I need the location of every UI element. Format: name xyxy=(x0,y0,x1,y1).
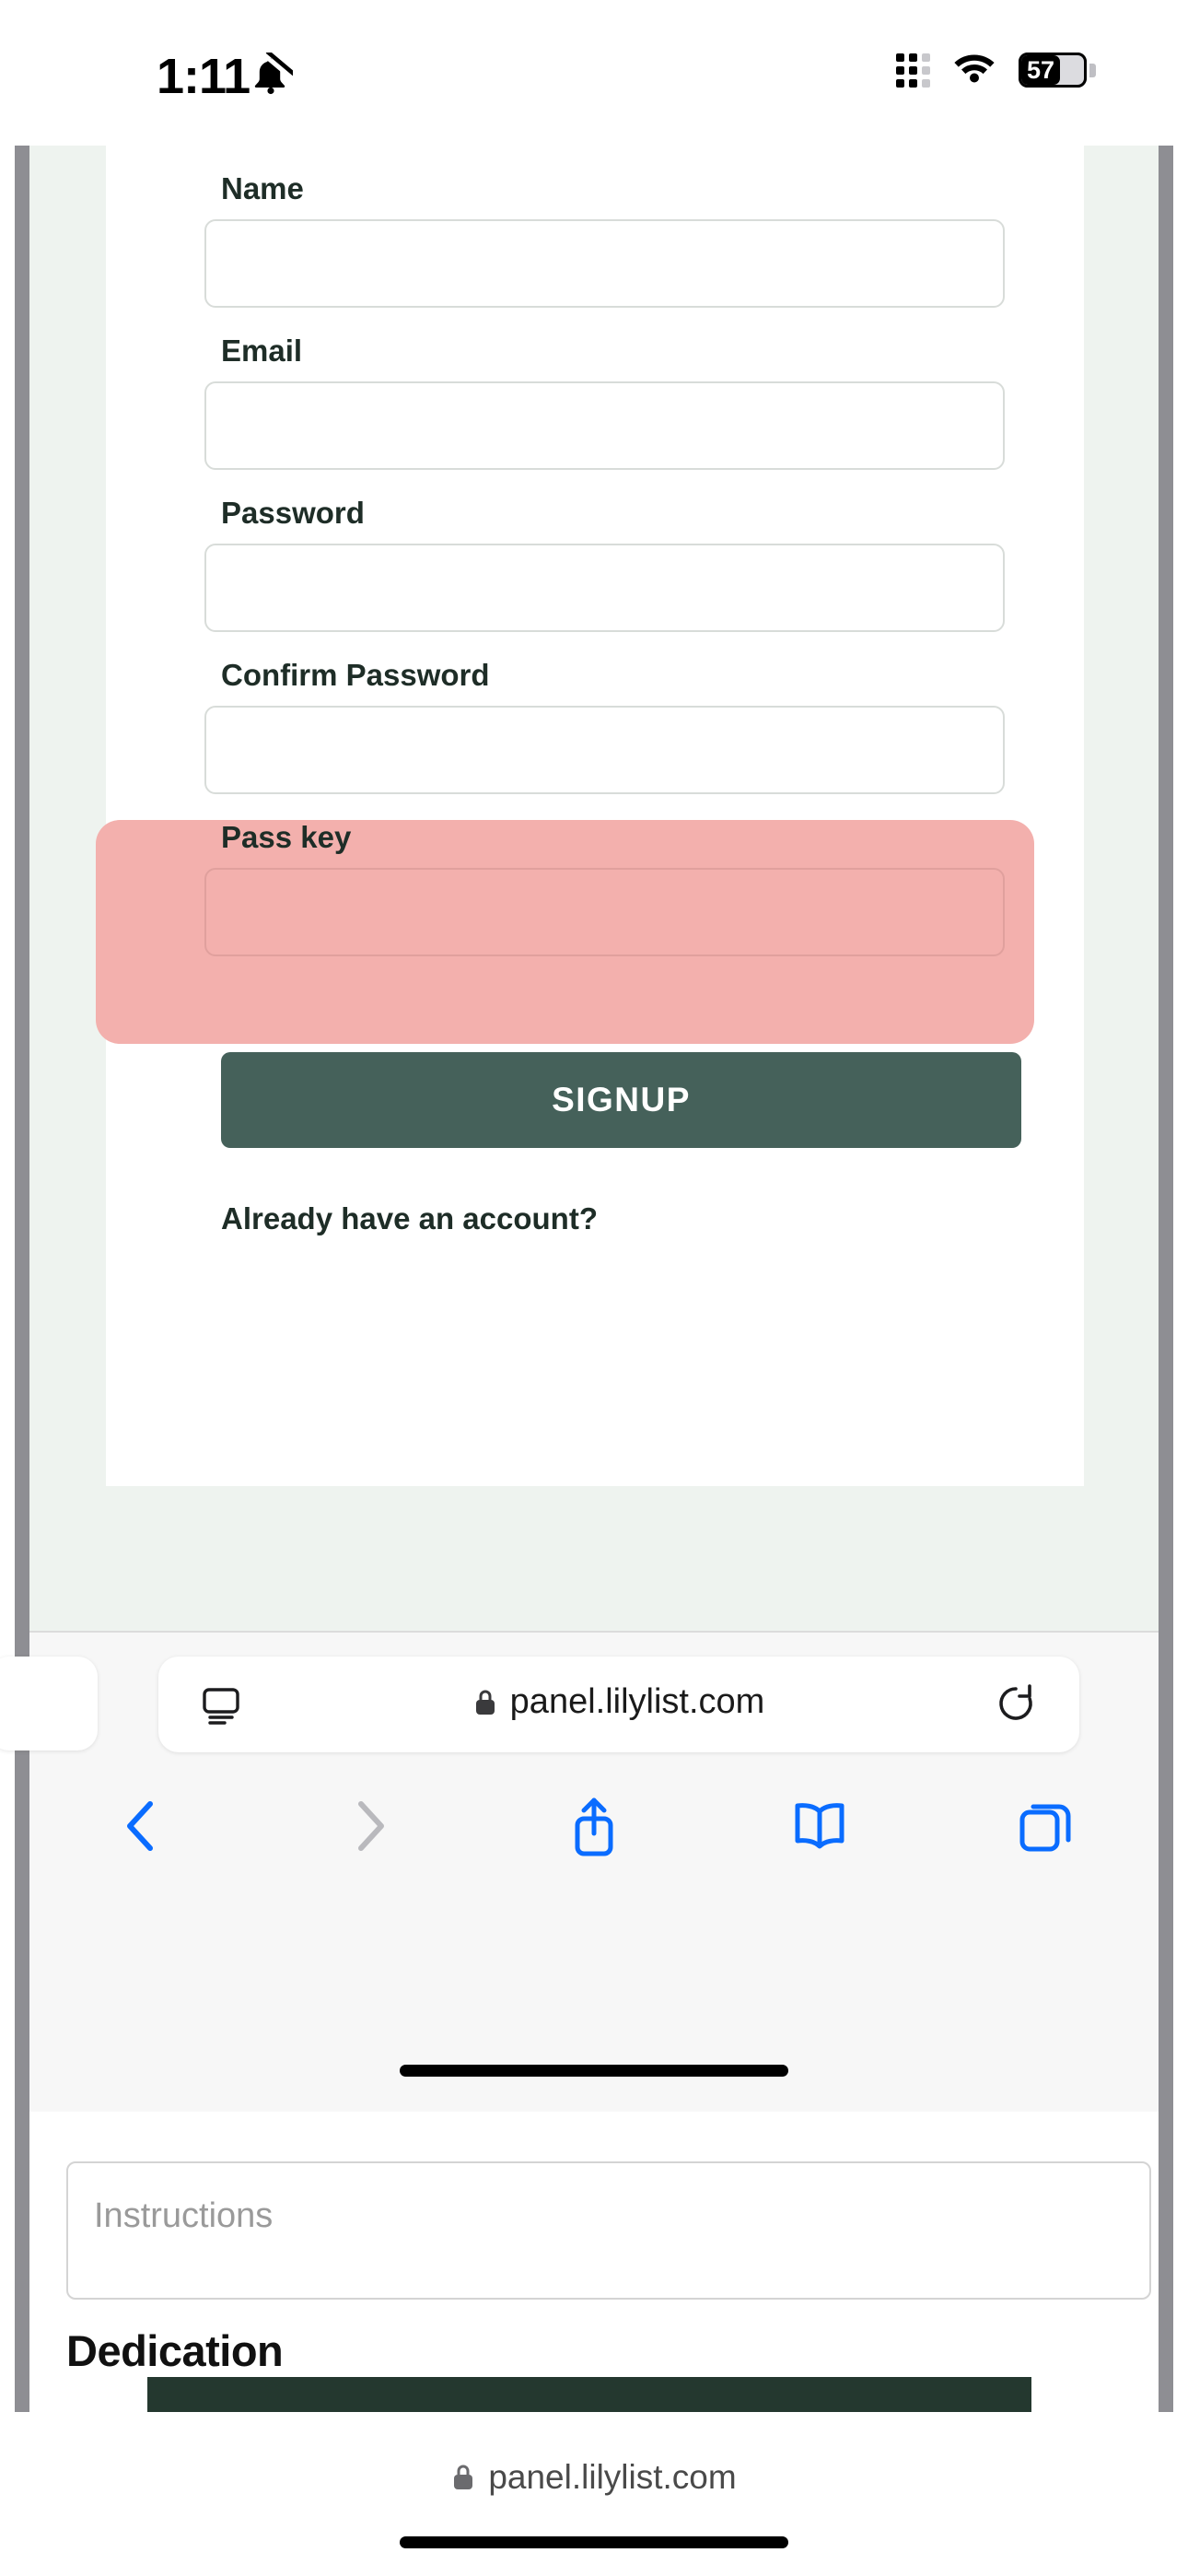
footer-url[interactable] xyxy=(0,2458,1188,2497)
address-bar[interactable] xyxy=(158,1657,1079,1752)
confirm-password-input[interactable] xyxy=(204,706,1005,794)
cellular-signal-icon xyxy=(896,53,930,88)
browser-chrome xyxy=(29,1631,1159,2112)
share-icon xyxy=(566,1793,622,1859)
instructions-placeholder: Instructions xyxy=(94,2196,274,2235)
pass-key-input[interactable] xyxy=(204,868,1005,956)
chevron-left-icon xyxy=(119,1797,167,1856)
share-button[interactable] xyxy=(481,1762,706,1891)
signup-form xyxy=(204,146,1015,1236)
home-indicator xyxy=(400,2065,788,2077)
home-indicator-outer xyxy=(400,2536,788,2548)
form-field-name xyxy=(204,171,1015,308)
page-footer-strip xyxy=(147,2377,1031,2412)
name-label: Name xyxy=(221,171,304,205)
bell-slash-icon xyxy=(249,53,293,97)
url-display[interactable] xyxy=(158,1682,1079,1722)
status-bar xyxy=(0,0,1188,146)
adjacent-tab[interactable] xyxy=(0,1657,98,1751)
password-input[interactable] xyxy=(204,544,1005,632)
confirm-password-label: Confirm Password xyxy=(221,658,490,692)
url-text: panel.lilylist.com xyxy=(509,1682,765,1721)
form-field-pass-key xyxy=(204,820,1015,956)
form-field-email xyxy=(204,334,1015,470)
battery-icon xyxy=(1019,53,1087,88)
tabs-icon xyxy=(1017,1797,1074,1855)
lock-icon xyxy=(451,2463,475,2492)
password-label: Password xyxy=(221,496,365,530)
tabs-button[interactable] xyxy=(933,1762,1159,1891)
tab-strip xyxy=(29,1642,1159,1752)
already-have-account-link[interactable]: Already have an account? xyxy=(221,1201,598,1235)
name-input[interactable] xyxy=(204,219,1005,308)
form-field-password xyxy=(204,496,1015,632)
frame-right-rail xyxy=(1159,146,1173,2412)
email-input[interactable] xyxy=(204,381,1005,470)
frame-left-rail xyxy=(15,146,29,2412)
chevron-right-icon xyxy=(344,1797,392,1856)
bookmarks-button[interactable] xyxy=(707,1762,933,1891)
reload-icon[interactable] xyxy=(995,1682,1037,1725)
forward-button[interactable] xyxy=(255,1762,481,1891)
footer-url-text: panel.lilylist.com xyxy=(488,2458,737,2496)
status-time: 1:11 xyxy=(157,49,250,104)
mobile-preview-frame xyxy=(15,146,1173,2412)
wifi-icon xyxy=(950,52,998,88)
signup-button[interactable]: SIGNUP xyxy=(221,1052,1021,1148)
webview xyxy=(29,146,1159,1631)
outer-browser-footer xyxy=(0,2412,1188,2576)
instructions-field[interactable] xyxy=(66,2161,1151,2300)
lock-icon xyxy=(473,1688,497,1717)
email-label: Email xyxy=(221,334,303,368)
status-icons xyxy=(896,52,1087,88)
back-button[interactable] xyxy=(29,1762,255,1891)
panel-title: Dedication xyxy=(66,2326,284,2375)
book-icon xyxy=(788,1798,851,1854)
pass-key-label: Pass key xyxy=(221,820,352,854)
form-field-confirm-password xyxy=(204,658,1015,794)
battery-level: 57 xyxy=(1027,55,1055,84)
browser-toolbar xyxy=(29,1762,1159,1891)
